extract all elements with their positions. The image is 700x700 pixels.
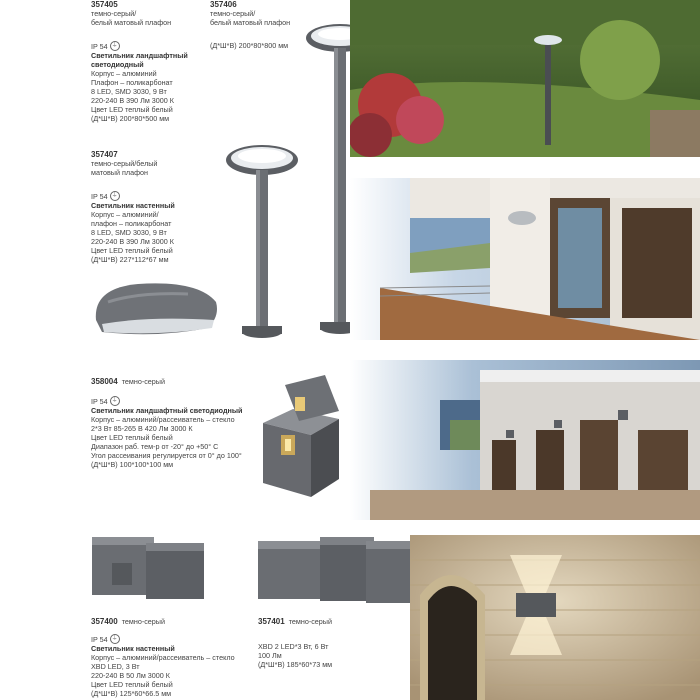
product-357405-info <box>91 0 188 123</box>
spec-line: XBD LED, 3 Вт <box>91 662 140 671</box>
spec-line: 100 Лм <box>258 651 282 660</box>
bollard-lamp-short-image <box>222 140 302 345</box>
wall-lamp-oval-image <box>88 280 223 342</box>
spec-line: (Д*Ш*В) 185*60*73 мм <box>258 660 333 669</box>
ip-rating: IP 54 ⏚ <box>91 396 118 406</box>
wall-lamp-357400-image <box>92 535 207 601</box>
product-title: Светильник настенный <box>91 201 175 210</box>
spec-line: Плафон – поликарбонат <box>91 78 173 87</box>
spec-line: XBD 2 LED*3 Вт, 6 Вт <box>258 642 329 651</box>
spec-line: Цвет LED теплый белый <box>91 105 173 114</box>
product-title: Светильник ландшафтный <box>91 51 188 60</box>
spec-line: Корпус – алюминий/ <box>91 210 159 219</box>
product-code: 357406 <box>210 0 237 9</box>
spec-line: Корпус – алюминий/рассеиватель – стекло <box>91 653 235 662</box>
product-code: 357400 <box>91 617 118 626</box>
ip-rating: IP 54 ⏚ <box>91 191 118 201</box>
product-code: 357407 <box>91 150 118 159</box>
garden-photo <box>350 0 700 157</box>
product-357400-info <box>91 617 235 698</box>
cube-lamp-image <box>255 375 343 503</box>
spec-line: Цвет LED теплый белый <box>91 680 173 689</box>
product-color: белый матовый плафон <box>210 18 291 27</box>
spec-line: (Д*Ш*В) 227*112*67 мм <box>91 255 169 264</box>
product-title: светодиодный <box>91 60 144 69</box>
spec-line: Корпус – алюминий/рассеиватель – стекло <box>91 415 235 424</box>
spec-line: 220-240 В 50 Лм 3000 К <box>91 671 170 680</box>
spec-line: Цвет LED теплый белый <box>91 433 173 442</box>
spec-line: (Д*Ш*В) 125*60*66.5 мм <box>91 689 172 698</box>
ip-rating: IP 54 ⏚ <box>91 634 118 644</box>
product-code: 358004 <box>91 377 118 386</box>
product-color: темно-серый/ <box>91 9 137 18</box>
ground-icon: ⏚ <box>111 43 118 49</box>
ground-icon: ⏚ <box>111 193 118 199</box>
spec-line: (Д*Ш*В) 100*100*100 мм <box>91 460 174 469</box>
spec-line: Угол рассеивания регулируется от 0° до 100° <box>91 451 242 460</box>
product-color: темно-серый/белый <box>91 159 158 168</box>
ip-rating: IP 54 ⏚ <box>91 41 118 51</box>
spec-line: Корпус – алюминий <box>91 69 157 78</box>
product-color: темно-серый <box>121 617 165 626</box>
product-title: Светильник ландшафтный светодиодный <box>91 406 243 415</box>
product-color: темно-серый/ <box>210 9 256 18</box>
product-357407-info <box>91 150 175 264</box>
spec-line: 8 LED, SMD 3030, 9 Вт <box>91 228 167 237</box>
product-color: матовый плафон <box>91 168 148 177</box>
product-color: темно-серый <box>288 617 332 626</box>
spec-line: Диапазон раб. тем-р от -20° до +50° С <box>91 442 219 451</box>
product-code: 357401 <box>258 617 285 626</box>
product-color: белый матовый плафон <box>91 18 172 27</box>
terrace-photo <box>350 178 700 340</box>
product-358004-info <box>91 377 242 469</box>
product-code: 357405 <box>91 0 118 9</box>
spec-line: 220-240 В 390 Лм 3000 К <box>91 237 174 246</box>
spec-line: плафон – поликарбонат <box>91 219 172 228</box>
spec-line: 220-240 В 390 Лм 3000 К <box>91 96 174 105</box>
spec-line: 2*3 Вт 85-265 В 420 Лм 3000 К <box>91 424 193 433</box>
spec-line: 8 LED, SMD 3030, 9 Вт <box>91 87 167 96</box>
product-357401-info <box>258 617 332 669</box>
product-title: Светильник настенный <box>91 644 175 653</box>
wall-lamp-357401-image <box>258 535 423 607</box>
spec-line: (Д*Ш*В) 200*80*500 мм <box>91 114 170 123</box>
product-dimensions: (Д*Ш*В) 200*80*800 мм <box>210 41 289 50</box>
product-color: темно-серый <box>121 377 165 386</box>
ground-icon: ⏚ <box>111 398 118 404</box>
stone-wall-photo <box>410 535 700 700</box>
product-357406-info <box>210 0 290 50</box>
ground-icon: ⏚ <box>111 636 118 642</box>
spec-line: Цвет LED теплый белый <box>91 246 173 255</box>
building-photo <box>350 360 700 520</box>
